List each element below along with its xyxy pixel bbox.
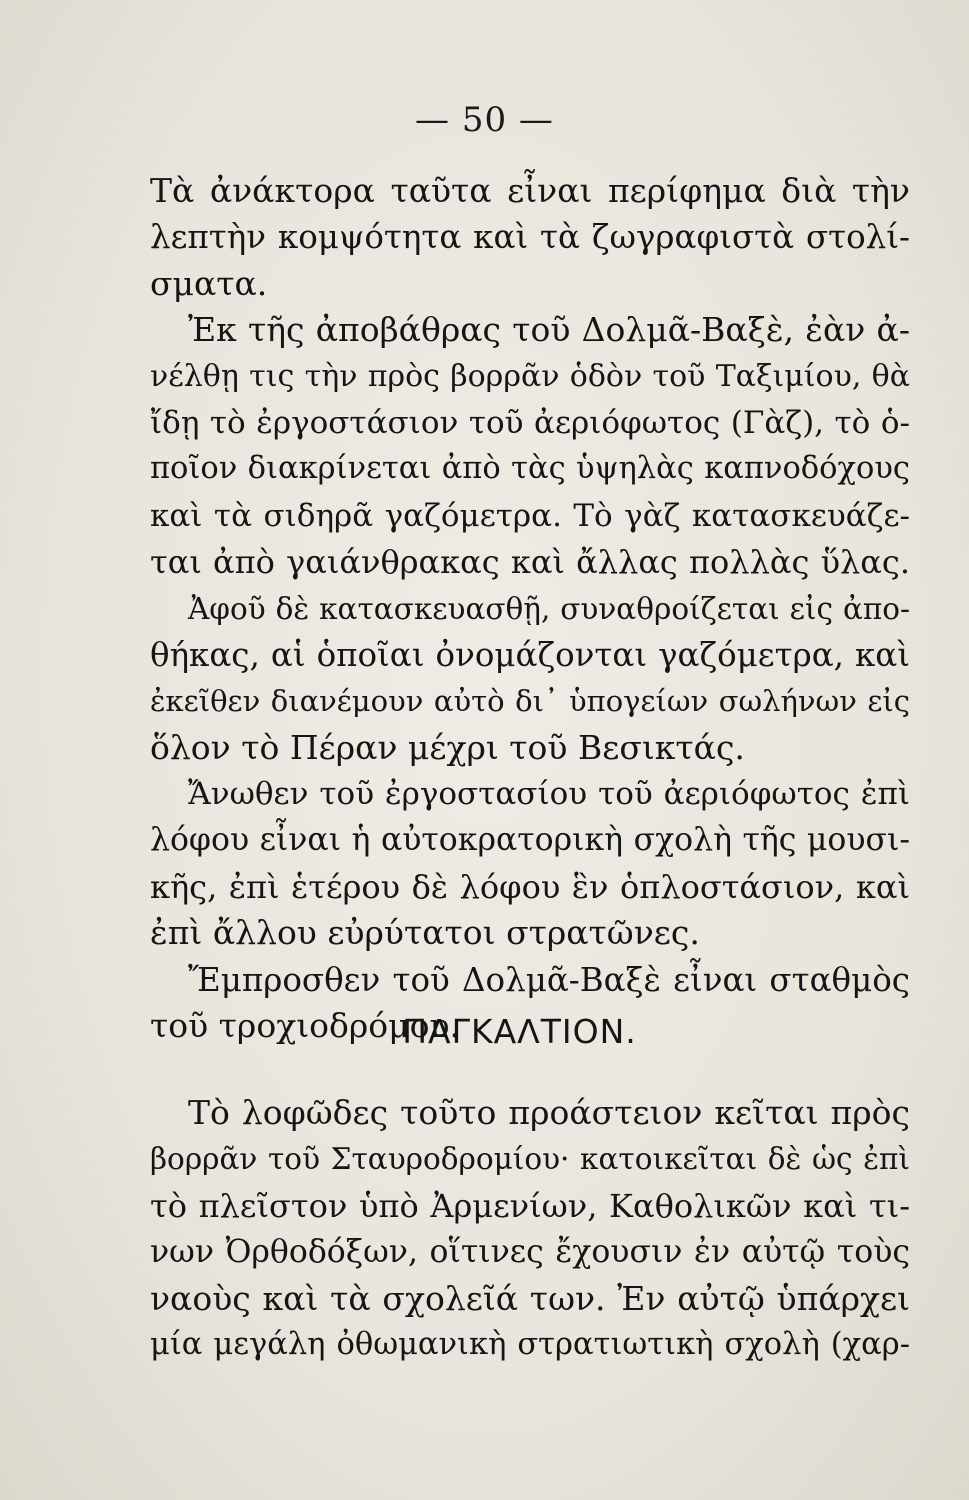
text-line: ποῖον διακρίνεται ἀπὸ τὰς ὑψηλὰς καπνοδόχους: [150, 451, 910, 487]
text-line: λόφου εἶναι ἡ αὐτοκρατορικὴ σχολὴ τῆς μουσι-: [150, 822, 910, 859]
text-line: καὶ τὰ σιδηρᾶ γαζόμετρα. Τὸ γὰζ κατασκευάζε-: [150, 497, 910, 534]
text-line: Τὰ ἀνάκτορα ταῦτα εἶναι περίφημα διὰ τὴν: [150, 171, 910, 210]
text-line: νων Ὀρθοδόξων, οἵτινες ἔχουσιν ἐν αὐτῷ τοὺς: [150, 1234, 910, 1271]
text-line: ἐκεῖθεν διανέμουν αὐτὸ δι᾽ ὑπογείων σωλήνων εἰς: [150, 684, 910, 719]
page-number: — 50 —: [415, 100, 554, 140]
paragraph-block-pangalti: [150, 1090, 910, 1368]
text-line: λεπτὴν κομψότητα καὶ τὰ ζωγραφιστὰ στολί-: [150, 218, 910, 257]
text-line: βορρᾶν τοῦ Σταυροδρομίου· κατοικεῖται δὲ ὡς ἐπὶ: [150, 1142, 910, 1177]
text-line: τοῦ τροχιοδρόμου.: [150, 1006, 461, 1046]
text-line: ἴδῃ τὸ ἐργοστάσιον τοῦ ἀεριόφωτος (Γὰζ), τὸ ὁ-: [150, 404, 910, 441]
text-line: τὸ πλεῖστον ὑπὸ Ἀρμενίων, Καθολικῶν καὶ τι-: [150, 1186, 910, 1225]
text-line: μία μεγάλη ὀθωμανικὴ στρατιωτικὴ σχολὴ (χαρ-: [150, 1326, 910, 1362]
text-line: νέλθῃ τις τὴν πρὸς βορρᾶν ὁδὸν τοῦ Ταξιμίου, θὰ: [150, 358, 910, 394]
text-line: κῆς, ἐπὶ ἑτέρου δὲ λόφου ἓν ὁπλοστάσιον, καὶ: [150, 867, 910, 906]
text-line: ἐπὶ ἄλλου εὐρύτατοι στρατῶνες.: [150, 913, 700, 953]
text-line: ται ἀπὸ γαιάνθρακας καὶ ἄλλας πολλὰς ὕλας.: [150, 543, 910, 582]
text-line: Τὸ λοφῶδες τοῦτο προάστειον κεῖται πρὸς: [188, 1093, 910, 1132]
text-line: Ἐκ τῆς ἀποβάθρας τοῦ Δολμᾶ-Βαξὲ, ἐὰν ἀ-: [188, 310, 910, 350]
text-line: ὅλον τὸ Πέραν μέχρι τοῦ Βεσικτάς.: [150, 727, 745, 767]
text-line: θήκας, αἱ ὁποῖαι ὀνομάζονται γαζόμετρα, καὶ: [150, 635, 910, 674]
section-heading: ΠΑΓΚΑΛΤΙΟΝ.: [402, 1012, 637, 1051]
text-line: Ἄνωθεν τοῦ ἐργοστασίου τοῦ ἀεριόφωτος ἐπὶ: [188, 776, 910, 813]
text-line: ναοὺς καὶ τὰ σχολεῖά των. Ἐν αὐτῷ ὑπάρχει: [150, 1278, 910, 1318]
text-line: Ἀφοῦ δὲ κατασκευασθῇ, συναθροίζεται εἰς ἀπο-: [188, 591, 910, 626]
paragraph-block-dolmabahce: [150, 168, 910, 1049]
text-line: σματα.: [150, 263, 268, 303]
text-line: Ἔμπροσθεν τοῦ Δολμᾶ-Βαξὲ εἶναι σταθμὸς: [188, 960, 910, 999]
